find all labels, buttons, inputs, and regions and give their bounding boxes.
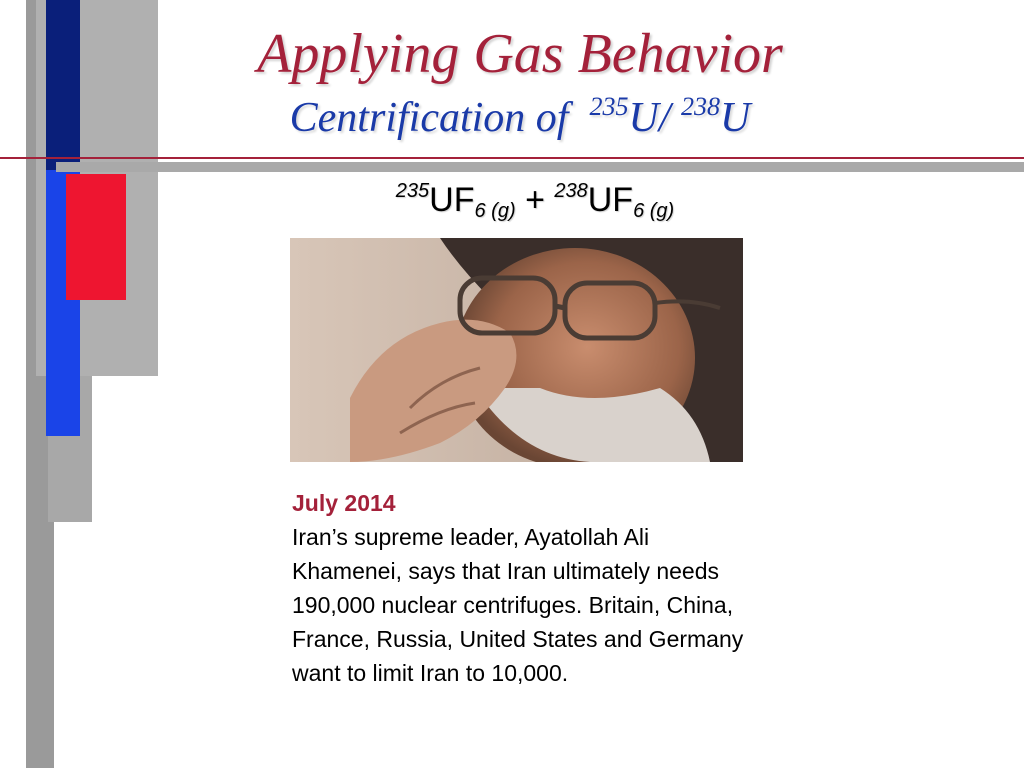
subtitle-isotope2-symbol: U <box>719 95 751 141</box>
formula-sub2: 6 (g) <box>633 200 675 222</box>
decor-navy-bar <box>46 0 80 170</box>
caption <box>292 486 762 690</box>
formula-compound2: UF <box>587 181 634 219</box>
isotope-formula <box>300 180 770 223</box>
photo-illustration <box>290 238 743 462</box>
caption-date: July 2014 <box>292 490 396 516</box>
formula-mass1: 235 <box>395 180 430 202</box>
formula-mass2: 238 <box>554 180 588 202</box>
slide-title: Applying Gas Behavior <box>257 23 783 85</box>
photo <box>290 238 743 462</box>
subtitle-isotope1-mass: 235 <box>589 92 629 121</box>
subtitle-isotope2-mass: 238 <box>680 92 720 121</box>
caption-body: Iran’s supreme leader, Ayatollah Ali Khamenei, says that Iran ultimately needs 190,000 nuclear centrifuges. Britain, China, France, Russia, United States and Germany want to limit Iran to 10,000. <box>292 524 744 686</box>
subtitle-isotope1-symbol: U/ <box>628 95 671 141</box>
title-underline-red <box>0 157 1024 159</box>
slide-subtitle <box>200 92 840 142</box>
decor-red-block <box>66 174 126 300</box>
subtitle-prefix: Centrification of <box>289 95 569 141</box>
formula-plus: + <box>525 181 545 219</box>
title-underline-gray <box>56 162 1024 172</box>
formula-compound1: UF <box>429 181 475 219</box>
formula-sub1: 6 (g) <box>474 200 516 222</box>
